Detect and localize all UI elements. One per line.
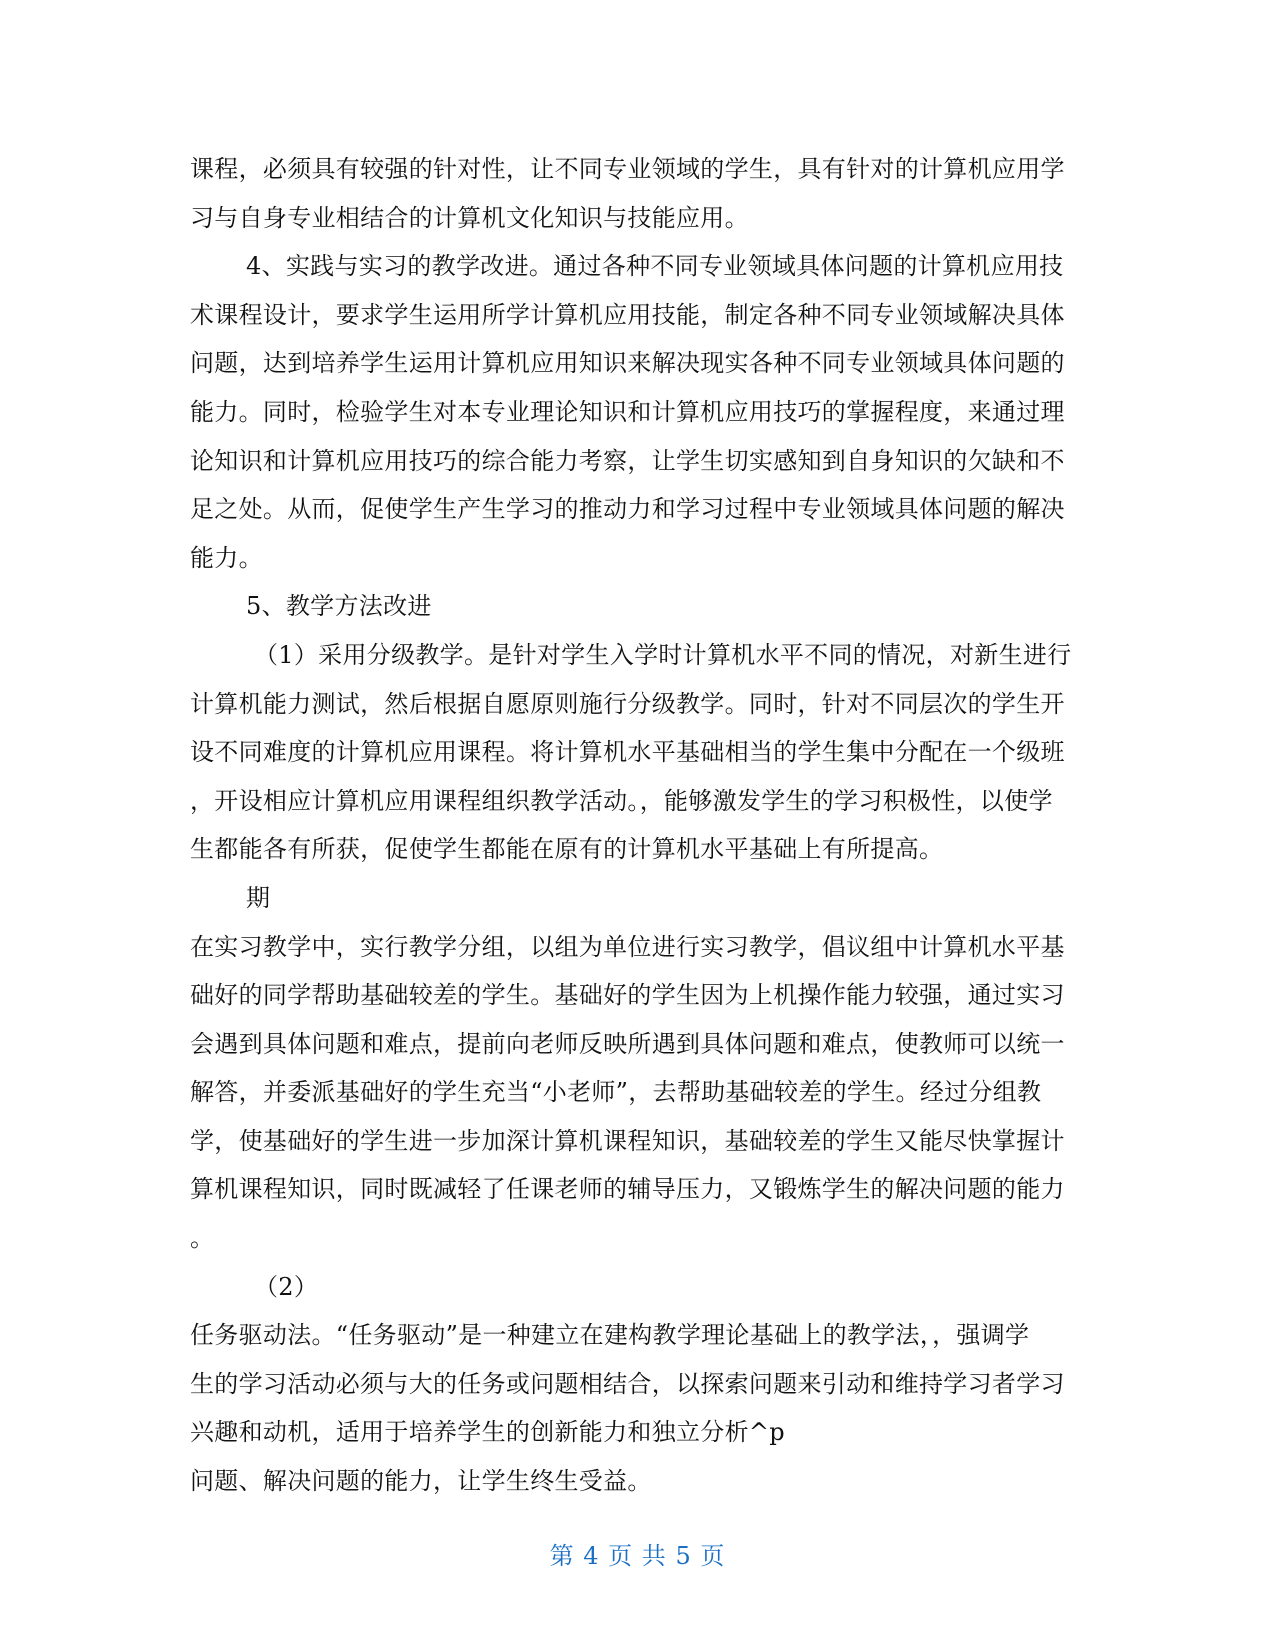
- text-line: （2）: [254, 1272, 319, 1301]
- text-line: ，开设相应计算机应用课程组织教学活动。，能够激发学生的学习积极性，以使学: [190, 786, 1053, 815]
- text-line: 生都能各有所获，促使学生都能在原有的计算机水平基础上有所提高。: [190, 835, 944, 864]
- body-text: [190, 145, 1090, 1506]
- text-line: 计算机能力测试，然后根据自愿原则施行分级教学。同时，针对不同层次的学生开: [190, 689, 1065, 718]
- text-line: 问题、解决问题的能力，让学生终生受益。: [190, 1467, 652, 1496]
- text-line: 术课程设计，要求学生运用所学计算机应用技能，制定各种不同专业领域解决具体: [190, 300, 1065, 329]
- text-line: 期: [246, 883, 271, 912]
- text-line: 能力。同时，检验学生对本专业理论知识和计算机应用技巧的掌握程度，来通过理: [190, 397, 1065, 426]
- text-line: 础好的同学帮助基础较差的学生。基础好的学生因为上机操作能力较强，通过实习: [190, 981, 1065, 1010]
- text-line: 学，使基础好的学生进一步加深计算机课程知识，基础较差的学生又能尽快掌握计: [190, 1126, 1065, 1155]
- text-line: 设不同难度的计算机应用课程。将计算机水平基础相当的学生集中分配在一个级班: [190, 738, 1065, 767]
- text-line: 会遇到具体问题和难点，提前向老师反映所遇到具体问题和难点，使教师可以统一: [190, 1029, 1065, 1058]
- text-line: 论知识和计算机应用技巧的综合能力考察，让学生切实感知到自身知识的欠缺和不: [190, 446, 1065, 475]
- text-line: 能力。: [190, 543, 263, 572]
- text-line: 足之处。从而，促使学生产生学习的推动力和学习过程中专业领域具体问题的解决: [190, 495, 1065, 524]
- text-line: 习与自身专业相结合的计算机文化知识与技能应用。: [190, 203, 749, 232]
- text-line: 4、实践与实习的教学改进。通过各种不同专业领域具体问题的计算机应用技: [246, 252, 1064, 281]
- text-line: 在实习教学中，实行教学分组，以组为单位进行实习教学，倡议组中计算机水平基: [190, 932, 1065, 961]
- text-line: 问题，达到培养学生运用计算机应用知识来解决现实各种不同专业领域具体问题的: [190, 349, 1065, 378]
- text-line: 任务驱动法。“任务驱动”是一种建立在建构教学理论基础上的教学法，，强调学: [190, 1321, 1030, 1350]
- text-line: 课程，必须具有较强的针对性，让不同专业领域的学生，具有针对的计算机应用学: [190, 155, 1065, 183]
- section-heading: 5、教学方法改进: [246, 592, 432, 621]
- page-number-footer: 第 4 页 共 5 页: [549, 1542, 726, 1570]
- text-line: （1）采用分级教学。是针对学生入学时计算机水平不同的情况，对新生进行: [254, 640, 1072, 669]
- text-line: 生的学习活动必须与大的任务或问题相结合，以探索问题来引动和维持学习者学习: [190, 1369, 1065, 1398]
- text-line: 。: [190, 1224, 215, 1253]
- text-line: 兴趣和动机，适用于培养学生的创新能力和独立分析^p: [190, 1418, 785, 1447]
- text-line: 算机课程知识，同时既减轻了任课老师的辅导压力，又锻炼学生的解决问题的能力: [190, 1175, 1065, 1204]
- text-line: 解答，并委派基础好的学生充当“小老师”，去帮助基础较差的学生。经过分组教: [190, 1078, 1042, 1107]
